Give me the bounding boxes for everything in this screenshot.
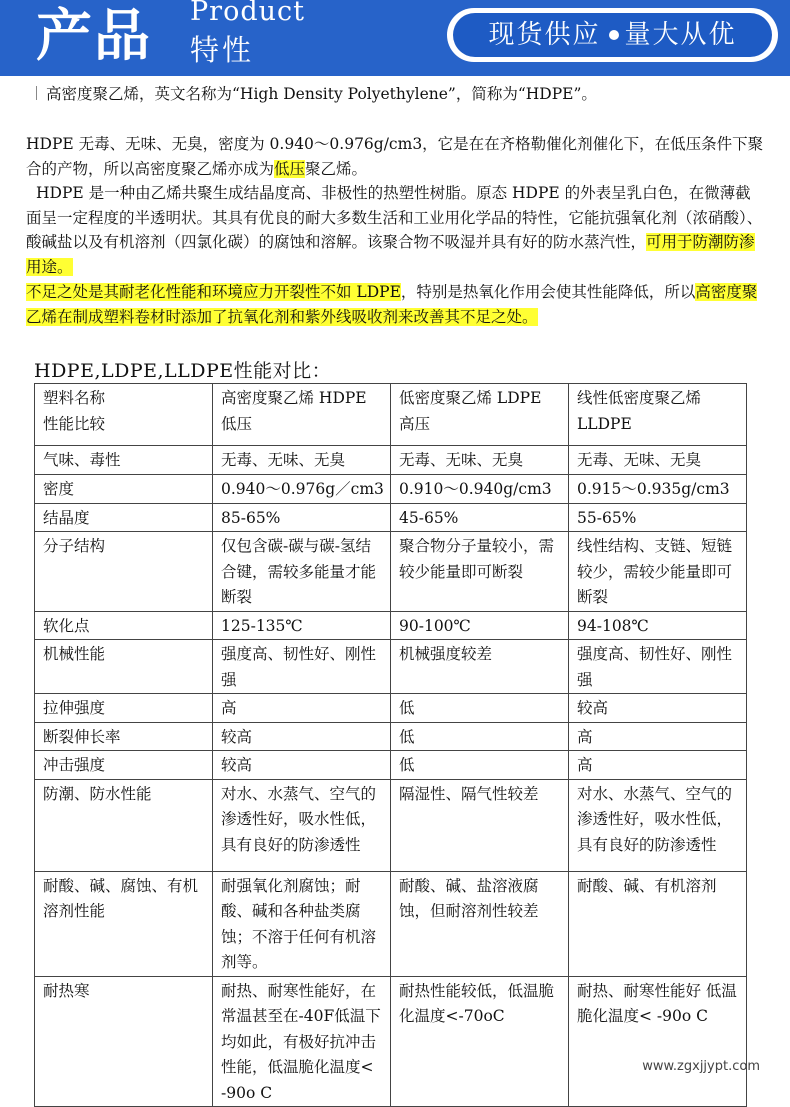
comparison-table bbox=[34, 383, 747, 1107]
table-cell: 对水、水蒸气、空气的渗透性好，吸水性低，具有良好的防渗透性 bbox=[213, 779, 391, 871]
table-cell: 耐热、耐寒性能好 低温脆化温度< -90o C bbox=[569, 976, 747, 1107]
table-cell: 耐酸、碱、有机溶剂 bbox=[569, 871, 747, 976]
table-cell: 结晶度 bbox=[35, 503, 213, 532]
para4-highlight1: 不足之处是其耐老化性能和环境应力开裂性不如 LDPE bbox=[26, 283, 401, 301]
table-row bbox=[35, 751, 747, 780]
table-cell: 0.940～0.976g／cm3 bbox=[213, 475, 391, 504]
table-header-cell: 线性低密度聚乙烯 LLDPE bbox=[569, 384, 747, 446]
table-cell: 防潮、防水性能 bbox=[35, 779, 213, 871]
para3-highlight: 可用于防潮防渗用途。 bbox=[26, 233, 755, 276]
badge-right-text: 量大从优 bbox=[624, 20, 737, 50]
table-cell: 仅包含碳-碳与碳-氢结合键，需较多能量才能断裂 bbox=[213, 532, 391, 612]
table-row bbox=[35, 871, 747, 976]
table-header-row bbox=[35, 384, 747, 446]
supply-badge bbox=[453, 13, 772, 57]
table-cell: 无毒、无味、无臭 bbox=[213, 446, 391, 475]
table-cell: 耐强氧化剂腐蚀；耐酸、碱和各种盐类腐蚀；不溶于任何有机溶剂等。 bbox=[213, 871, 391, 976]
table-title: HDPE,LDPE,LLDPE性能对比： bbox=[34, 360, 332, 382]
table-cell: 耐酸、碱、盐溶液腐蚀，但耐溶剂性较差 bbox=[391, 871, 569, 976]
table-cell: 对水、水蒸气、空气的渗透性好，吸水性低，具有良好的防渗透性 bbox=[569, 779, 747, 871]
table-cell: 机械强度较差 bbox=[391, 640, 569, 694]
table-row bbox=[35, 532, 747, 612]
product-cn-title: 特性 bbox=[190, 33, 255, 67]
table-cell: 机械性能 bbox=[35, 640, 213, 694]
table-cell: 密度 bbox=[35, 475, 213, 504]
table-row bbox=[35, 779, 747, 871]
table-cell: 125-135℃ bbox=[213, 611, 391, 640]
table-cell: 强度高、韧性好、刚性强 bbox=[213, 640, 391, 694]
table-cell: 冲击强度 bbox=[35, 751, 213, 780]
para3-text: HDPE 是一种由乙烯共聚生成结晶度高、非极性的热塑性树脂。原态 HDPE 的外表呈乳白色，在微薄截面呈一定程度的半透明状。其具有优良的耐大多数生活和工业用化学品的特性，它能抗强氧化剂（浓硝酸）、酸碱盐以及有机溶剂（四氯化碳）的腐蚀和溶解。该聚合物不吸湿并具有好的防水蒸汽性， bbox=[26, 184, 763, 251]
table-row bbox=[35, 446, 747, 475]
table-cell: 软化点 bbox=[35, 611, 213, 640]
table-cell: 耐酸、碱、腐蚀、有机溶剂性能 bbox=[35, 871, 213, 976]
table-header-cell: 高密度聚乙烯 HDPE 低压 bbox=[213, 384, 391, 446]
table-row bbox=[35, 503, 747, 532]
table-cell: 0.910～0.940g/cm3 bbox=[391, 475, 569, 504]
table-cell: 高 bbox=[213, 694, 391, 723]
table-row bbox=[35, 722, 747, 751]
table-cell: 94-108℃ bbox=[569, 611, 747, 640]
table-cell: 无毒、无味、无臭 bbox=[569, 446, 747, 475]
table-cell: 耐热性能较低，低温脆化温度<-70oC bbox=[391, 976, 569, 1107]
table-cell: 分子结构 bbox=[35, 532, 213, 612]
table-cell: 气味、毒性 bbox=[35, 446, 213, 475]
table-cell: 90-100℃ bbox=[391, 611, 569, 640]
table-cell: 隔湿性、隔气性较差 bbox=[391, 779, 569, 871]
table-cell: 高 bbox=[569, 722, 747, 751]
table-row bbox=[35, 640, 747, 694]
paragraph-drawbacks bbox=[26, 280, 766, 329]
product-big-title: 产品 bbox=[36, 4, 152, 69]
table-cell: 强度高、韧性好、刚性强 bbox=[569, 640, 747, 694]
table-cell: 低 bbox=[391, 751, 569, 780]
table-header-cell: 低密度聚乙烯 LDPE 高压 bbox=[391, 384, 569, 446]
table-cell: 拉伸强度 bbox=[35, 694, 213, 723]
table-row bbox=[35, 694, 747, 723]
paragraph-properties bbox=[26, 132, 766, 181]
table-cell: 0.915～0.935g/cm3 bbox=[569, 475, 747, 504]
para4-highlight2: 高密度聚乙烯在制成塑料卷材时添加了抗氧化剂和紫外线吸收剂来改善其不足之处。 bbox=[26, 283, 758, 326]
table-cell: 耐热寒 bbox=[35, 976, 213, 1107]
watermark: www.zgxjjypt.com bbox=[642, 1059, 760, 1074]
intro-paragraph: 高密度聚乙烯，英文名称为“High Density Polyethylene”，简称为“HDPE”。 bbox=[46, 85, 597, 103]
table-cell: 高 bbox=[569, 751, 747, 780]
para2-highlight: 低压 bbox=[274, 159, 306, 178]
table-cell: 45-65% bbox=[391, 503, 569, 532]
table-cell: 较高 bbox=[213, 751, 391, 780]
table-cell: 断裂伸长率 bbox=[35, 722, 213, 751]
table-cell: 低 bbox=[391, 722, 569, 751]
para2-tail: 聚乙烯。 bbox=[305, 159, 368, 178]
table-cell: 无毒、无味、无臭 bbox=[391, 446, 569, 475]
product-en-title: Product bbox=[190, 0, 305, 27]
table-cell: 55-65% bbox=[569, 503, 747, 532]
table-row bbox=[35, 611, 747, 640]
table-cell: 线性结构、支链、短链较少，需较少能量即可断裂 bbox=[569, 532, 747, 612]
dot-icon bbox=[609, 30, 619, 40]
table-row bbox=[35, 976, 747, 1107]
table-cell: 耐热、耐寒性能好，在常温甚至在-40F低温下均如此，有极好抗冲击性能，低温脆化温度< -90o C bbox=[213, 976, 391, 1107]
table-cell: 较高 bbox=[213, 722, 391, 751]
badge-left-text: 现货供应 bbox=[488, 20, 601, 50]
table-row bbox=[35, 475, 747, 504]
text-cursor-icon bbox=[36, 86, 37, 100]
table-cell: 低 bbox=[391, 694, 569, 723]
table-cell: 85-65% bbox=[213, 503, 391, 532]
para4-text: ，特别是热氧化作用会使其性能降低，所以 bbox=[400, 283, 696, 301]
table-cell: 聚合物分子量较小，需较少能量即可断裂 bbox=[391, 532, 569, 612]
table-header-cell: 塑料名称 性能比较 bbox=[35, 384, 213, 446]
paragraph-description bbox=[26, 181, 766, 279]
para2-text: HDPE 无毒、无味、无臭，密度为 0.940～0.976g/cm3，它是在在齐格勒催化剂催化下，在低压条件下聚合的产物，所以高密度聚乙烯亦成为 bbox=[26, 135, 764, 178]
table-cell: 较高 bbox=[569, 694, 747, 723]
